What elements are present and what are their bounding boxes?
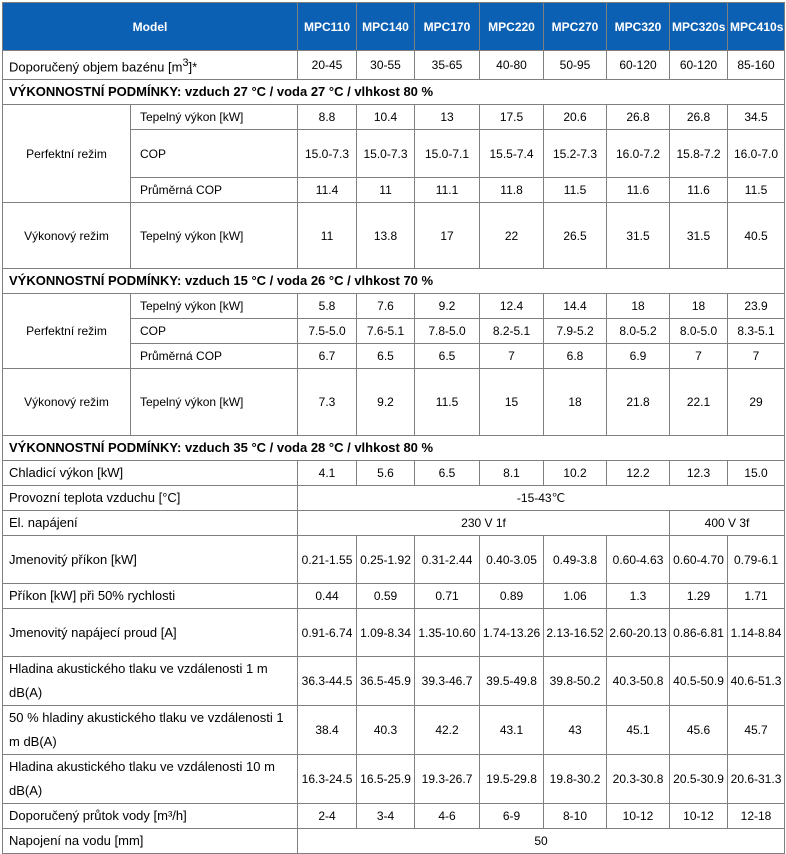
pool-volume-cell: 50-95 — [544, 51, 607, 80]
half-speed-cell: 1.29 — [670, 584, 728, 609]
input-power-cell: 0.49-3.8 — [544, 536, 607, 584]
flow-row — [3, 804, 785, 829]
section-heading: VÝKONNOSTNÍ PODMÍNKY: vzduch 27 °C / voda 27 °C / vlhkost 80 % — [3, 80, 785, 105]
noise-10m-cell: 16.3-24.5 — [298, 755, 357, 804]
s1-avg-cop-cell: 11.5 — [544, 178, 607, 203]
half-speed-cell: 0.44 — [298, 584, 357, 609]
s2-avg-cop-label: Průměrná COP — [131, 344, 298, 369]
section-heading-row — [3, 269, 785, 294]
noise-1m-cell: 39.8-50.2 — [544, 657, 607, 706]
cooling-row — [3, 461, 785, 486]
s1-cop-label: COP — [131, 130, 298, 178]
s1-cop-cell: 15.2-7.3 — [544, 130, 607, 178]
s2-cop-cell: 8.2-5.1 — [480, 319, 544, 344]
s1-cop-cell: 15.0-7.1 — [415, 130, 480, 178]
s2-power-heat-cell: 22.1 — [670, 369, 728, 436]
input-power-cell: 0.60-4.63 — [607, 536, 670, 584]
section-heading-row — [3, 436, 785, 461]
model-header-cell: MPC170 — [415, 3, 480, 51]
flow-cell: 2-4 — [298, 804, 357, 829]
s1-cop-cell: 16.0-7.0 — [728, 130, 785, 178]
noise-50-cell: 43 — [544, 706, 607, 755]
pool-volume-cell: 30-55 — [357, 51, 415, 80]
s2-heat-cell: 12.4 — [480, 294, 544, 319]
noise-1m-cell: 39.3-46.7 — [415, 657, 480, 706]
cooling-cell: 15.0 — [728, 461, 785, 486]
noise-1m-label: Hladina akustického tlaku ve vzdálenosti 1 m dB(A) — [3, 657, 298, 706]
half-speed-row — [3, 584, 785, 609]
cooling-label: Chladicí výkon [kW] — [3, 461, 298, 486]
s1-cop-cell: 15.0-7.3 — [298, 130, 357, 178]
noise-50-cell: 42.2 — [415, 706, 480, 755]
s2-heat-cell: 23.9 — [728, 294, 785, 319]
input-power-label: Jmenovitý příkon [kW] — [3, 536, 298, 584]
s1-heat-cell: 17.5 — [480, 105, 544, 130]
noise-10m-label: Hladina akustického tlaku ve vzdálenosti 10 m dB(A) — [3, 755, 298, 804]
noise-10m-cell: 19.5-29.8 — [480, 755, 544, 804]
noise-50-label: 50 % hladiny akustického tlaku ve vzdálenosti 1 m dB(A) — [3, 706, 298, 755]
input-power-cell: 0.60-4.70 — [670, 536, 728, 584]
s1-cop-cell: 15.0-7.3 — [357, 130, 415, 178]
s2-power-heat-cell: 11.5 — [415, 369, 480, 436]
input-power-row — [3, 536, 785, 584]
half-speed-label: Příkon [kW] při 50% rychlosti — [3, 584, 298, 609]
s1-heat-cell: 26.8 — [607, 105, 670, 130]
s2-power-mode-row — [3, 369, 785, 436]
s1-heat-cell: 13 — [415, 105, 480, 130]
noise-1m-cell: 40.6-51.3 — [728, 657, 785, 706]
flow-cell: 8-10 — [544, 804, 607, 829]
s1-power-mode-row — [3, 203, 785, 269]
flow-cell: 4-6 — [415, 804, 480, 829]
s1-heat-cell: 20.6 — [544, 105, 607, 130]
s1-power-heat-cell: 26.5 — [544, 203, 607, 269]
s2-cop-cell: 7.5-5.0 — [298, 319, 357, 344]
noise-50-cell: 38.4 — [298, 706, 357, 755]
pool-volume-label-suffix: ]* — [188, 59, 198, 75]
half-speed-cell: 1.3 — [607, 584, 670, 609]
noise-10m-cell: 19.8-30.2 — [544, 755, 607, 804]
noise-10m-cell: 20.5-30.9 — [670, 755, 728, 804]
s2-heat-cell: 18 — [670, 294, 728, 319]
input-power-cell: 0.79-6.1 — [728, 536, 785, 584]
s2-avg-cop-cell: 7 — [670, 344, 728, 369]
s2-heat-cell: 5.8 — [298, 294, 357, 319]
pool-volume-cell: 85-160 — [728, 51, 785, 80]
s2-heat-cell: 14.4 — [544, 294, 607, 319]
model-header-cell: MPC320 — [607, 3, 670, 51]
s1-avg-cop-cell: 11.6 — [670, 178, 728, 203]
connection-row — [3, 829, 785, 854]
half-speed-cell: 0.59 — [357, 584, 415, 609]
current-cell: 1.35-10.60 — [415, 609, 480, 657]
s2-heat-cell: 9.2 — [415, 294, 480, 319]
s1-heat-cell: 8.8 — [298, 105, 357, 130]
s1-avg-cop-cell: 11.5 — [728, 178, 785, 203]
half-speed-cell: 1.06 — [544, 584, 607, 609]
s2-power-heat-cell: 7.3 — [298, 369, 357, 436]
s2-avg-cop-cell: 7 — [728, 344, 785, 369]
pool-volume-label-sup: 3 — [182, 57, 189, 69]
pool-volume-cell: 40-80 — [480, 51, 544, 80]
s1-cop-cell: 15.5-7.4 — [480, 130, 544, 178]
noise-50-cell: 40.3 — [357, 706, 415, 755]
model-header-cell: MPC110 — [298, 3, 357, 51]
input-power-cell: 0.25-1.92 — [357, 536, 415, 584]
s1-perfect-mode-label: Perfektní režim — [3, 105, 131, 203]
s2-heat-label: Tepelný výkon [kW] — [131, 294, 298, 319]
half-speed-cell: 0.89 — [480, 584, 544, 609]
s1-cop-cell: 15.8-7.2 — [670, 130, 728, 178]
cooling-cell: 5.6 — [357, 461, 415, 486]
s1-power-heat-cell: 31.5 — [607, 203, 670, 269]
pool-volume-cell: 20-45 — [298, 51, 357, 80]
s2-cop-cell: 8.3-5.1 — [728, 319, 785, 344]
model-header: Model — [3, 3, 298, 51]
half-speed-cell: 0.71 — [415, 584, 480, 609]
s1-avg-cop-cell: 11.1 — [415, 178, 480, 203]
noise-10m-cell: 20.3-30.8 — [607, 755, 670, 804]
model-header-cell: MPC320s — [670, 3, 728, 51]
model-header-cell: MPC410s — [728, 3, 785, 51]
pool-volume-cell: 60-120 — [670, 51, 728, 80]
s2-avg-cop-cell: 6.9 — [607, 344, 670, 369]
noise-10m-cell: 16.5-25.9 — [357, 755, 415, 804]
noise-1m-cell: 40.3-50.8 — [607, 657, 670, 706]
model-header-cell: MPC270 — [544, 3, 607, 51]
connection-value: 50 — [298, 829, 785, 854]
s1-power-heat-cell: 13.8 — [357, 203, 415, 269]
s2-avg-cop-cell: 6.7 — [298, 344, 357, 369]
current-cell: 0.86-6.81 — [670, 609, 728, 657]
cooling-cell: 4.1 — [298, 461, 357, 486]
current-cell: 1.09-8.34 — [357, 609, 415, 657]
s2-heat-cell: 18 — [607, 294, 670, 319]
connection-label: Napojení na vodu [mm] — [3, 829, 298, 854]
air-temp-label: Provozní teplota vzduchu [°C] — [3, 486, 298, 511]
current-cell: 2.60-20.13 — [607, 609, 670, 657]
s2-power-heat-label: Tepelný výkon [kW] — [131, 369, 298, 436]
s2-perfect-mode-label: Perfektní režim — [3, 294, 131, 369]
s2-power-heat-cell: 29 — [728, 369, 785, 436]
s2-cop-cell: 8.0-5.2 — [607, 319, 670, 344]
s1-avg-cop-cell: 11 — [357, 178, 415, 203]
s1-power-heat-cell: 22 — [480, 203, 544, 269]
s1-cop-cell: 16.0-7.2 — [607, 130, 670, 178]
s1-power-mode-label: Výkonový režim — [3, 203, 131, 269]
current-cell: 2.13-16.52 — [544, 609, 607, 657]
current-label: Jmenovitý napájecí proud [A] — [3, 609, 298, 657]
flow-cell: 10-12 — [607, 804, 670, 829]
pool-volume-cell: 35-65 — [415, 51, 480, 80]
noise-10m-cell: 19.3-26.7 — [415, 755, 480, 804]
s2-cop-cell: 7.8-5.0 — [415, 319, 480, 344]
flow-cell: 10-12 — [670, 804, 728, 829]
model-header-cell: MPC220 — [480, 3, 544, 51]
noise-1m-cell: 40.5-50.9 — [670, 657, 728, 706]
air-temp-row — [3, 486, 785, 511]
cooling-cell: 6.5 — [415, 461, 480, 486]
s2-avg-cop-cell: 6.5 — [415, 344, 480, 369]
s2-cop-cell: 7.9-5.2 — [544, 319, 607, 344]
noise-1m-row — [3, 657, 785, 706]
pool-volume-row — [3, 51, 785, 80]
s1-power-heat-label: Tepelný výkon [kW] — [131, 203, 298, 269]
s1-heat-cell: 10.4 — [357, 105, 415, 130]
input-power-cell: 0.40-3.05 — [480, 536, 544, 584]
noise-50-cell: 43.1 — [480, 706, 544, 755]
s2-heat-row — [3, 294, 785, 319]
s2-power-heat-cell: 18 — [544, 369, 607, 436]
s1-power-heat-cell: 40.5 — [728, 203, 785, 269]
flow-cell: 6-9 — [480, 804, 544, 829]
air-temp-value: -15-43℃ — [298, 486, 785, 511]
current-cell: 1.14-8.84 — [728, 609, 785, 657]
s2-avg-cop-cell: 7 — [480, 344, 544, 369]
input-power-cell: 0.31-2.44 — [415, 536, 480, 584]
supply-label: El. napájení — [3, 511, 298, 536]
s2-avg-cop-cell: 6.5 — [357, 344, 415, 369]
s1-heat-cell: 26.8 — [670, 105, 728, 130]
noise-10m-row — [3, 755, 785, 804]
noise-1m-cell: 39.5-49.8 — [480, 657, 544, 706]
s1-heat-cell: 34.5 — [728, 105, 785, 130]
supply-row — [3, 511, 785, 536]
s2-avg-cop-cell: 6.8 — [544, 344, 607, 369]
s2-cop-cell: 8.0-5.0 — [670, 319, 728, 344]
flow-cell: 12-18 — [728, 804, 785, 829]
section-heading: VÝKONNOSTNÍ PODMÍNKY: vzduch 15 °C / voda 26 °C / vlhkost 70 % — [3, 269, 785, 294]
header-row — [3, 3, 785, 51]
s2-cop-label: COP — [131, 319, 298, 344]
s1-power-heat-cell: 31.5 — [670, 203, 728, 269]
s1-avg-cop-label: Průměrná COP — [131, 178, 298, 203]
s2-power-heat-cell: 21.8 — [607, 369, 670, 436]
cooling-cell: 12.3 — [670, 461, 728, 486]
cooling-cell: 12.2 — [607, 461, 670, 486]
spec-table — [2, 2, 785, 854]
half-speed-cell: 1.71 — [728, 584, 785, 609]
s1-heat-label: Tepelný výkon [kW] — [131, 105, 298, 130]
s1-avg-cop-cell: 11.6 — [607, 178, 670, 203]
s1-heat-row — [3, 105, 785, 130]
section-heading: VÝKONNOSTNÍ PODMÍNKY: vzduch 35 °C / voda 28 °C / vlhkost 80 % — [3, 436, 785, 461]
model-header-cell: MPC140 — [357, 3, 415, 51]
noise-10m-cell: 20.6-31.3 — [728, 755, 785, 804]
s2-power-heat-cell: 15 — [480, 369, 544, 436]
noise-50-row — [3, 706, 785, 755]
pool-volume-label-text: Doporučený objem bazénu [m — [9, 59, 183, 75]
noise-50-cell: 45.1 — [607, 706, 670, 755]
flow-label: Doporučený průtok vody [m³/h] — [3, 804, 298, 829]
s2-heat-cell: 7.6 — [357, 294, 415, 319]
input-power-cell: 0.21-1.55 — [298, 536, 357, 584]
noise-1m-cell: 36.3-44.5 — [298, 657, 357, 706]
supply-single-phase: 230 V 1f — [298, 511, 670, 536]
s1-avg-cop-cell: 11.8 — [480, 178, 544, 203]
s2-power-heat-cell: 9.2 — [357, 369, 415, 436]
s1-power-heat-cell: 11 — [298, 203, 357, 269]
noise-50-cell: 45.6 — [670, 706, 728, 755]
noise-50-cell: 45.7 — [728, 706, 785, 755]
current-cell: 1.74-13.26 — [480, 609, 544, 657]
s1-power-heat-cell: 17 — [415, 203, 480, 269]
supply-three-phase: 400 V 3f — [670, 511, 785, 536]
s2-cop-cell: 7.6-5.1 — [357, 319, 415, 344]
current-row — [3, 609, 785, 657]
s2-power-mode-label: Výkonový režim — [3, 369, 131, 436]
section-heading-row — [3, 80, 785, 105]
cooling-cell: 10.2 — [544, 461, 607, 486]
cooling-cell: 8.1 — [480, 461, 544, 486]
s1-avg-cop-cell: 11.4 — [298, 178, 357, 203]
noise-1m-cell: 36.5-45.9 — [357, 657, 415, 706]
flow-cell: 3-4 — [357, 804, 415, 829]
pool-volume-cell: 60-120 — [607, 51, 670, 80]
pool-volume-label — [3, 51, 298, 80]
current-cell: 0.91-6.74 — [298, 609, 357, 657]
